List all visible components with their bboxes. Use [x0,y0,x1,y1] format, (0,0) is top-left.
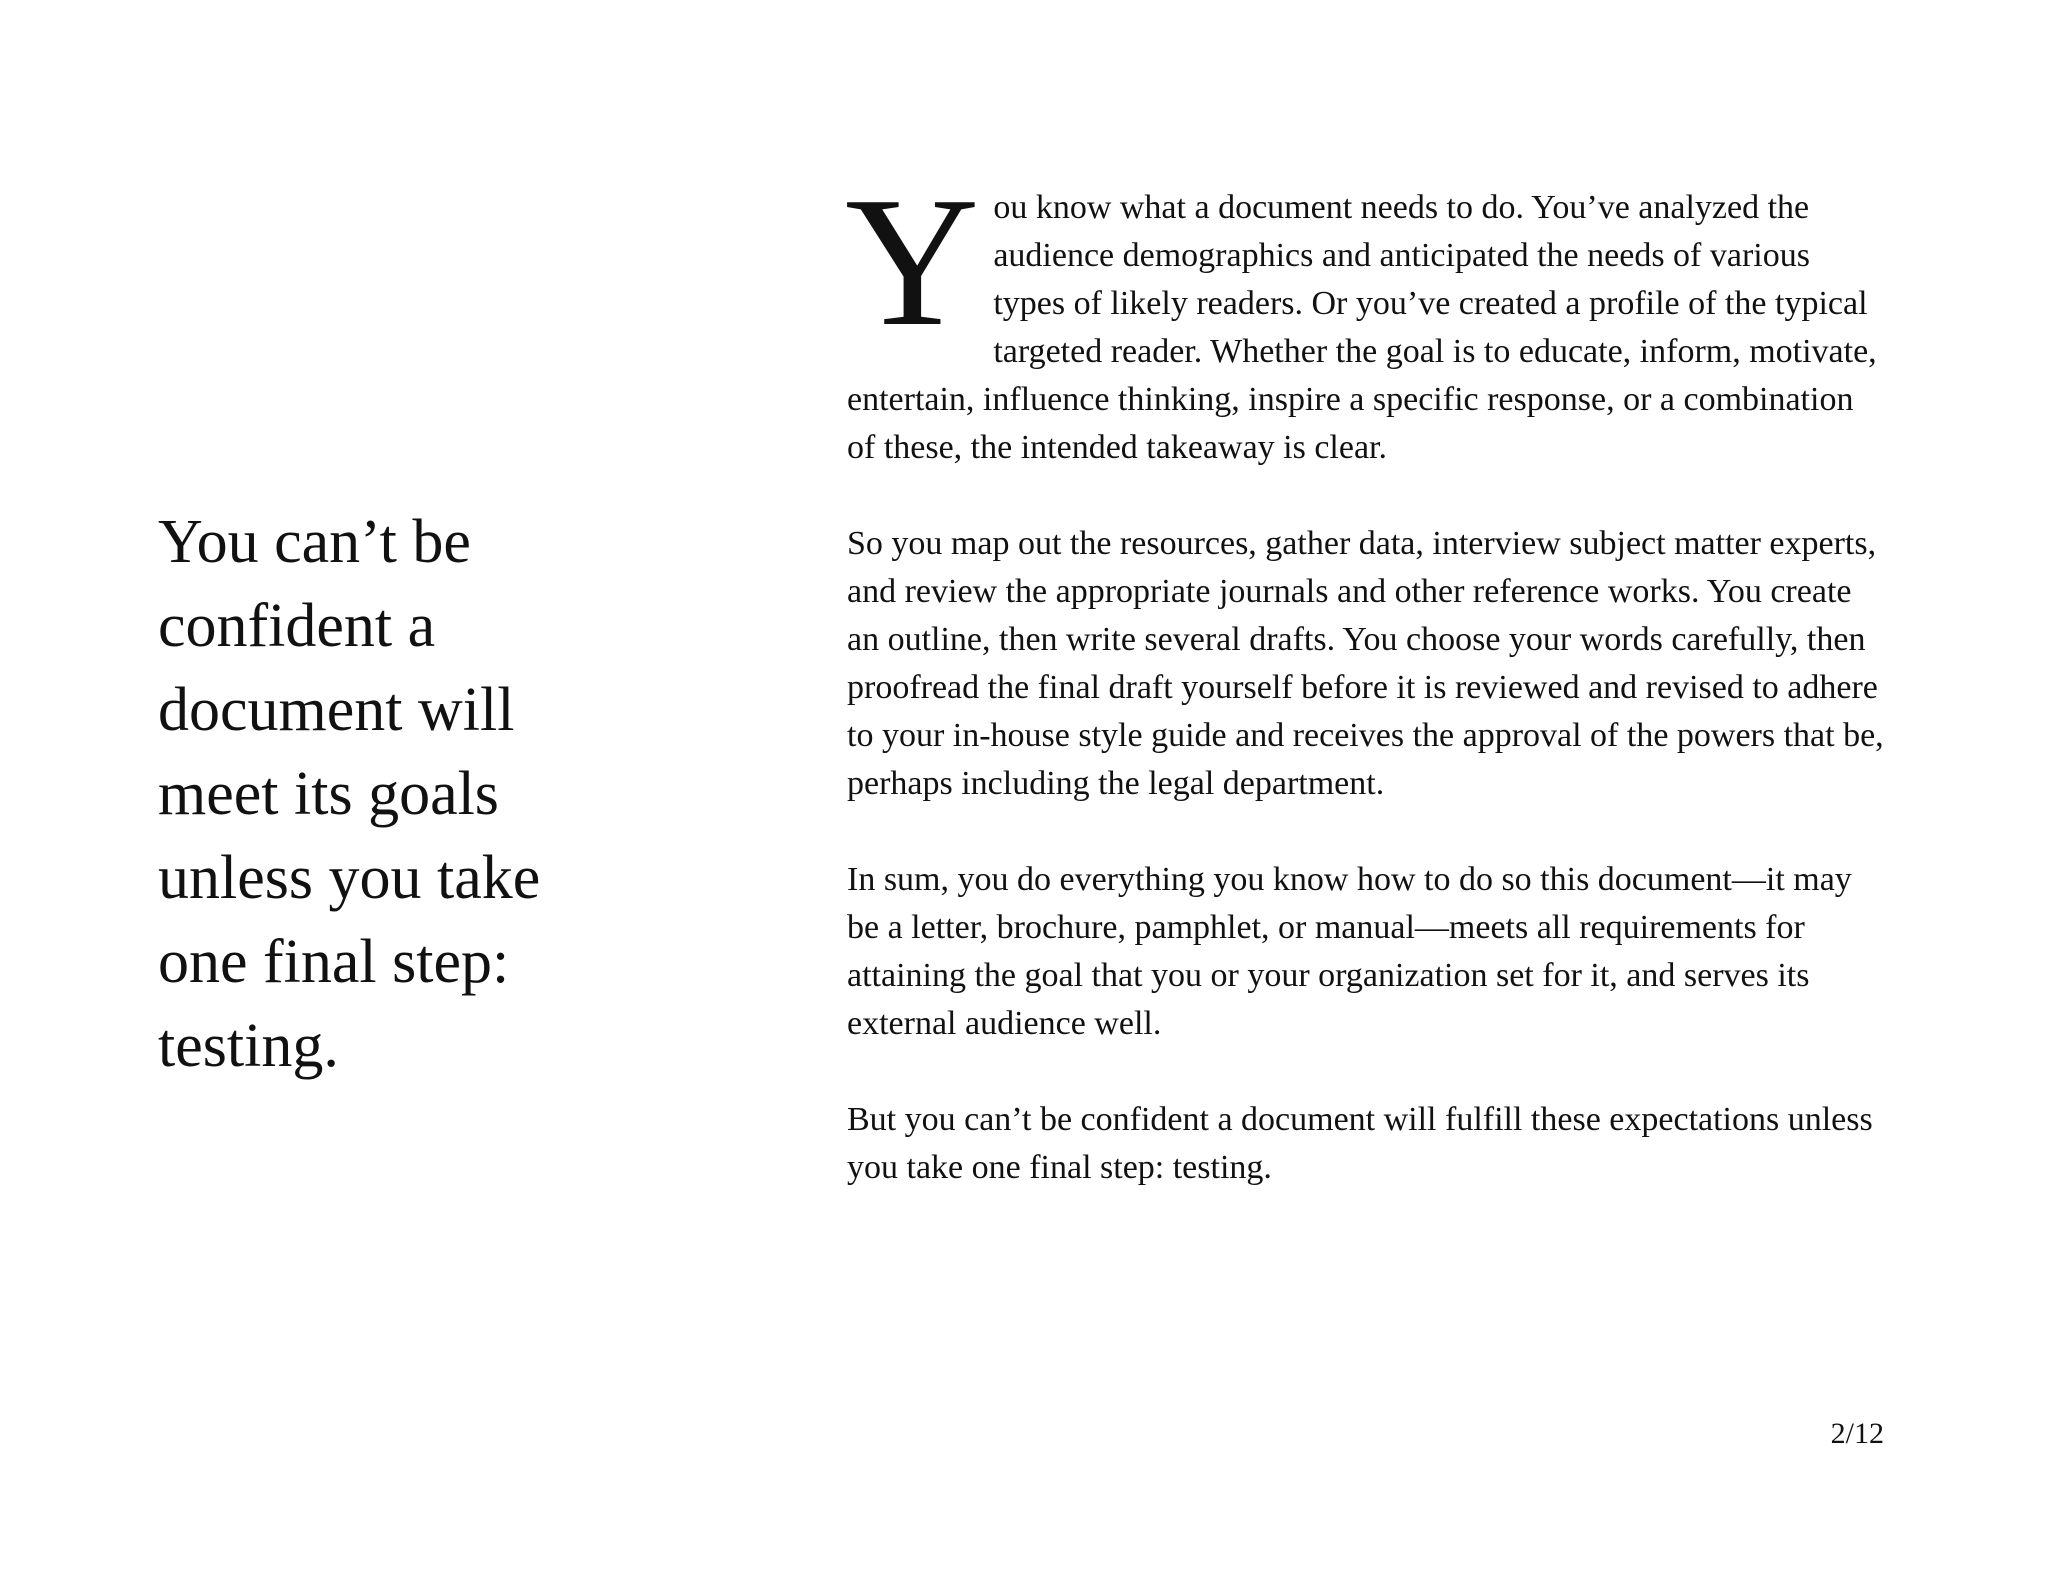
page-number: 2/12 [1830,1417,1884,1450]
body-text [845,159,1887,1240]
drop-cap: Y [845,159,980,365]
paragraph-2: So you map out the resources, gather data, interview subject matter experts, and review the appropriate journals and other reference works. You create an outline, then write several drafts. You choose your words carefully, then proofread the final draft yourself before it is reviewed and revised to adhere to your in-house style guide and receives the approval of the powers that be, perhaps including the legal department. [847,525,1884,802]
paragraph-1-text: ou know what a document needs to do. You’ve analyzed the audience demographics and anticipated the needs of various types of likely readers. Or you’ve created a profile of the typical targeted reader. Whether the goal is to educate, inform, motivate, entertain, influence thinking, inspire a specific response, or a combination of these, the intended takeaway is clear. [847,189,1877,466]
paragraph-4: But you can’t be confident a document will fulfill these expectations unless you take one final step: testing. [847,1101,1873,1186]
paragraph-1 [845,159,1887,472]
paragraph-3: In sum, you do everything you know how to do so this document—it may be a letter, brochure, pamphlet, or manual—meets all requirements for attaining the goal that you or your organization set for it, and serves its external audience well. [847,861,1852,1042]
pull-quote: You can’t be confident a document will meet its goals unless you take one final step: testing. [158,508,541,1080]
